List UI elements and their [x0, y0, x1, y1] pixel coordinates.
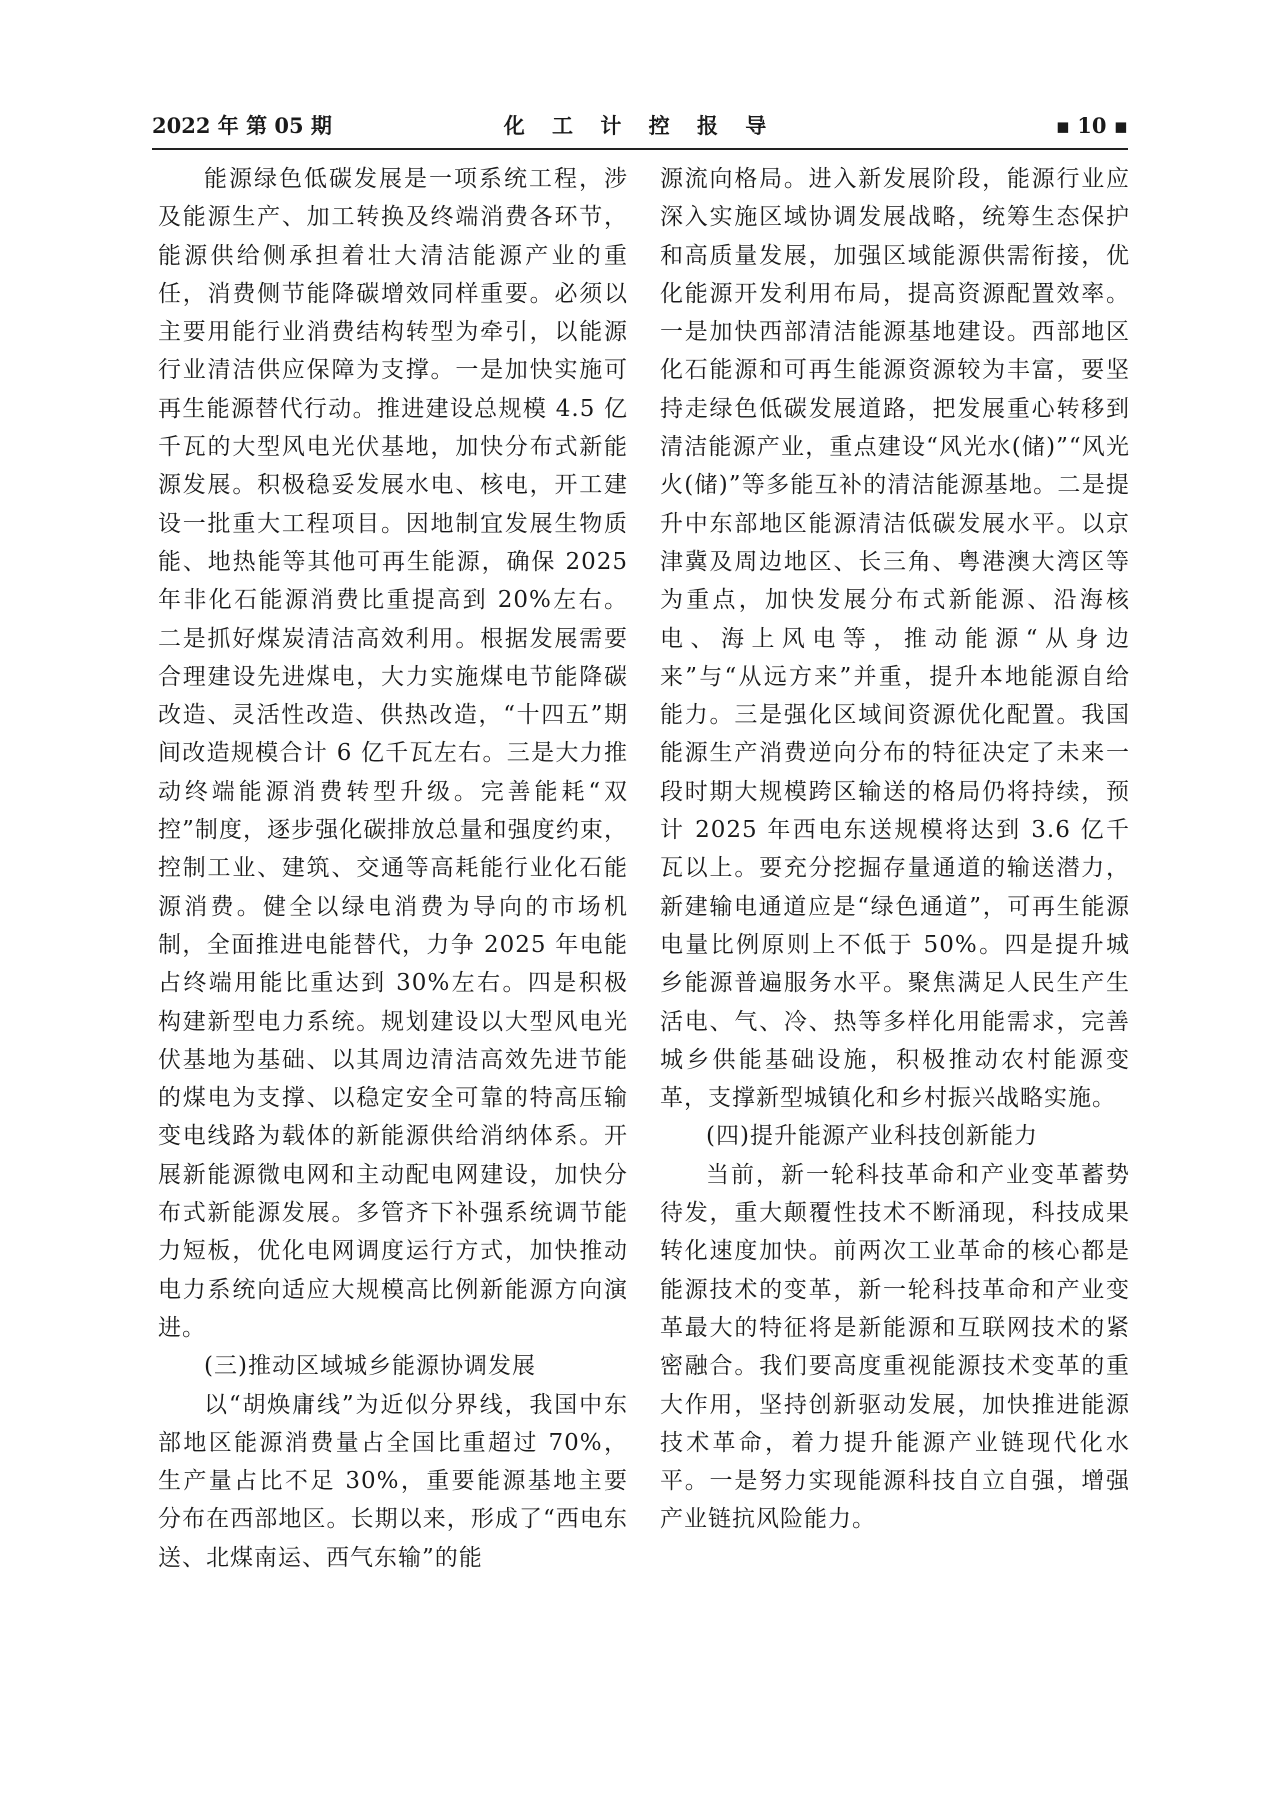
paragraph: 能源绿色低碳发展是一项系统工程，涉及能源生产、加工转换及终端消费各环节，能源供给侧承担着壮大清洁能源产业的重任，消费侧节能降碳增效同样重要。必须以主要用能行业消费结构转型为牵引，以能源行业清洁供应保障为支撑。一是加快实施可再生能源替代行动。推进建设总规模 4.5 亿千瓦的大型风电光伏基地，加快分布式新能源发展。积极稳妥发展水电、核电，开工建设一批重大工程项目。因地制宜发展生物质能、地热能等其他可再生能源，确保 2025 年非化石能源消费比重提高到 20%左右。二是抓好煤炭清洁高效利用。根据发展需要合理建设先进煤电，大力实施煤电节能降碳改造、灵活性改造、供热改造，“十四五”期间改造规模合计 6 亿千瓦左右。三是大力推动终端能源消费转型升级。完善能耗“双控”制度，逐步强化碳排放总量和强度约束，控制工业、建筑、交通等高耗能行业化石能源消费。健全以绿电消费为导向的市场机制，全面推进电能替代，力争 2025 年电能占终端用能比重达到 30%左右。四是积极构建新型电力系统。规划建设以大型风电光伏基地为基础、以其周边清洁高效先进节能的煤电为支撑、以稳定安全可靠的特高压输变电线路为载体的新能源供给消纳体系。开展新能源微电网和主动配电网建设，加快分布式新能源发展。多管齐下补强系统调节能力短板，优化电网调度运行方式，加快推动电力系统向适应大规模高比例新能源方向演进。	[158, 166, 628, 1341]
page-number: ▪ 10 ▪	[1055, 113, 1128, 138]
paragraph: 以“胡焕庸线”为近似分界线，我国中东部地区能源消费量占全国比重超过 70%，生产量占比不足 30%，重要能源基地主要分布在西部地区。长期以来，形成了“西电东送、北煤南运、西气东输”的能	[158, 1391, 628, 1571]
journal-title: 化 工 计 控 报 导	[503, 113, 777, 138]
header-rule	[152, 148, 1128, 150]
section-heading: (三)推动区域城乡能源协调发展	[204, 1353, 536, 1380]
right-column	[660, 160, 1130, 1700]
paragraph: 当前，新一轮科技革命和产业变革蓄势待发，重大颠覆性技术不断涌现，科技成果转化速度加快。前两次工业革命的核心都是能源技术的变革，新一轮科技革命和产业变革最大的特征将是新能源和互联网技术的紧密融合。我们要高度重视能源技术变革的重大作用，坚持创新驱动发展，加快推进能源技术革命，着力提升能源产业链现代化水平。一是努力实现能源科技自立自强，增强产业链抗风险能力。	[660, 1161, 1130, 1533]
left-column	[158, 160, 628, 1700]
paragraph: 源流向格局。进入新发展阶段，能源行业应深入实施区域协调发展战略，统筹生态保护和高质量发展，加强区域能源供需衔接，优化能源开发利用布局，提高资源配置效率。一是加快西部清洁能源基地建设。西部地区化石能源和可再生能源资源较为丰富，要坚持走绿色低碳发展道路，把发展重心转移到清洁能源产业，重点建设“风光水(储)”“风光火(储)”等多能互补的清洁能源基地。二是提升中东部地区能源清洁低碳发展水平。以京津冀及周边地区、长三角、粤港澳大湾区等为重点，加快发展分布式新能源、沿海核电、海上风电等，推动能源“从身边来”与“从远方来”并重，提升本地能源自给能力。三是强化区域间资源优化配置。我国能源生产消费逆向分布的特征决定了未来一段时期大规模跨区输送的格局仍将持续，预计 2025 年西电东送规模将达到 3.6 亿千瓦以上。要充分挖掘存量通道的输送潜力，新建输电通道应是“绿色通道”，可再生能源电量比例原则上不低于 50%。四是提升城乡能源普遍服务水平。聚焦满足人民生产生活电、气、冷、热等多样化用能需求，完善城乡供能基础设施，积极推动农村能源变革，支撑新型城镇化和乡村振兴战略实施。	[660, 166, 1130, 1112]
issue-label: 2022 年 第 05 期	[152, 113, 332, 138]
section-heading: (四)提升能源产业科技创新能力	[706, 1123, 1038, 1150]
page-header	[152, 106, 1128, 146]
